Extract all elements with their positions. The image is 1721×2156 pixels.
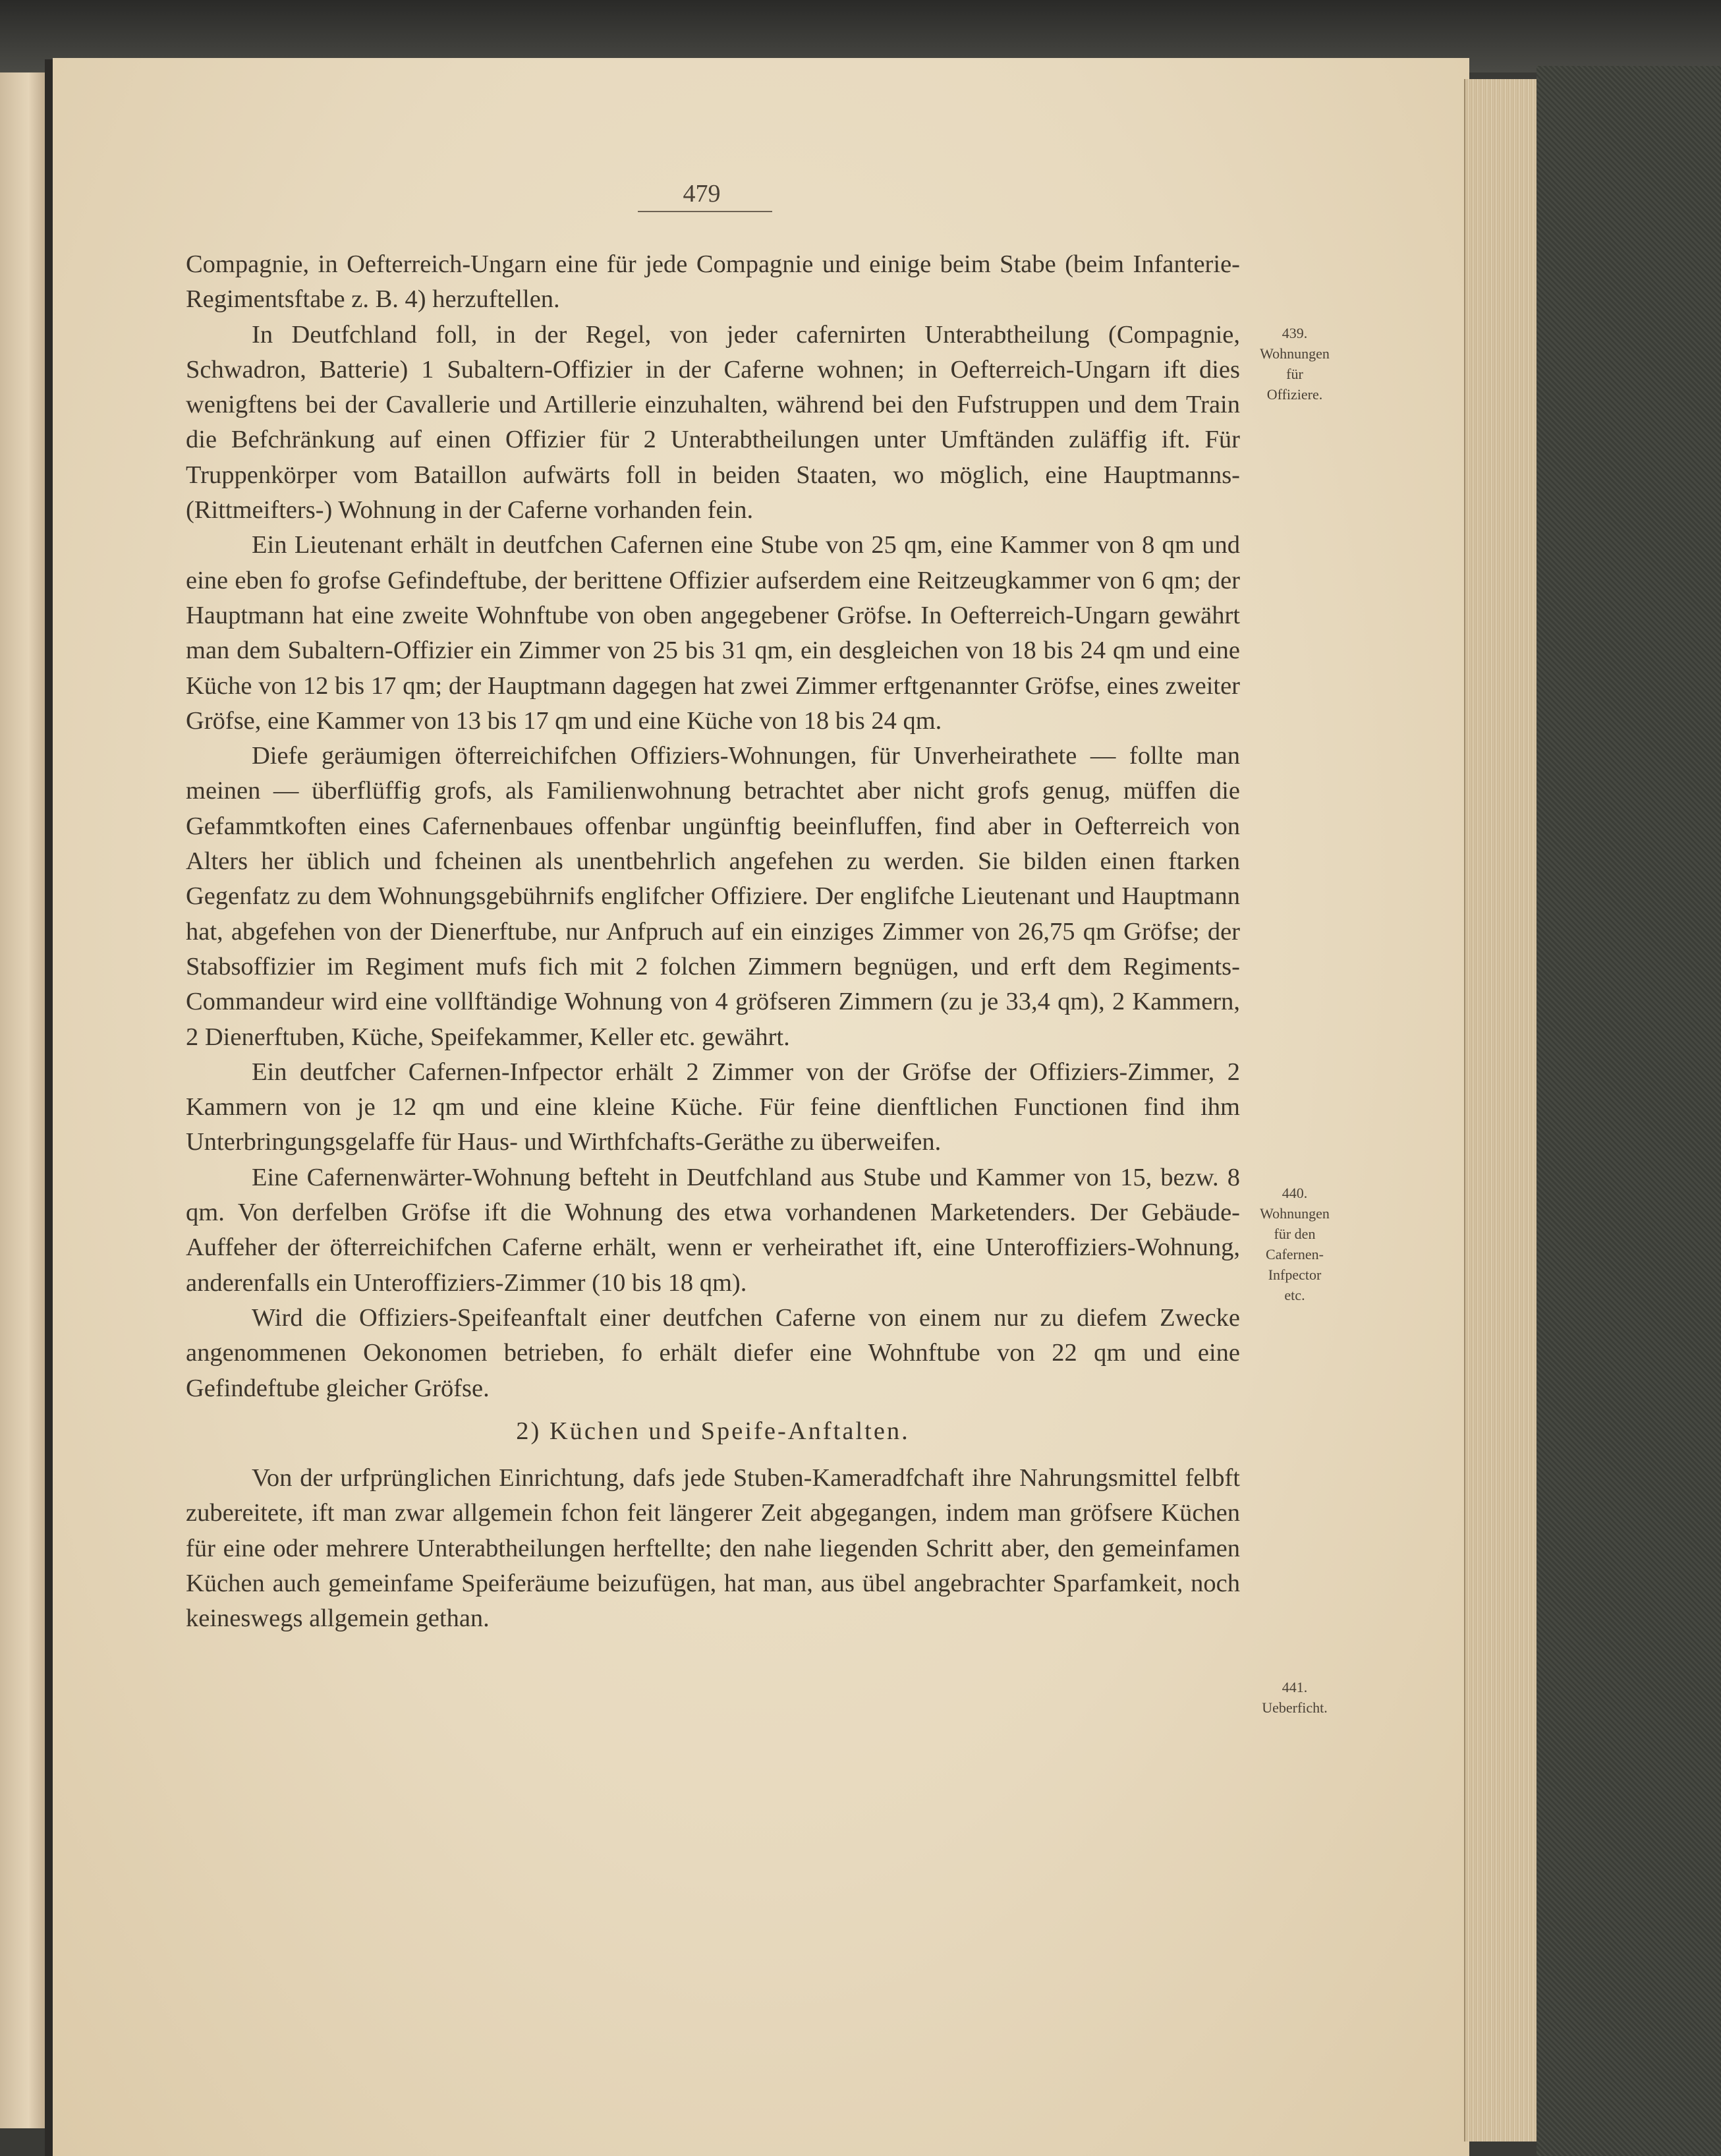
margin-note-line: Wohnungen (1260, 345, 1330, 362)
body-text (186, 247, 1240, 1637)
page-edges (1464, 79, 1538, 2142)
left-facing-page-edge (0, 72, 47, 2128)
paragraph: In Deutfchland foll, in der Regel, von jeder cafernirten Unterabtheilung (Compagnie, Schwadron, Batterie) 1 Subaltern-Offizier in der Caferne wohnen; in Oefterreich-Ungarn ift dies wenigftens bei der Cavallerie und Artillerie einzuhalten, während bei den Fufstruppen und dem Train die Befchränkung auf einen Offizier für 2 Unterabtheilungen unter Umftänden zuläffig ift. Für Truppenkörper vom Bataillon aufwärts foll in beiden Staaten, wo möglich, eine Hauptmanns- (Rittmeifters-) Wohnung in der Caferne vorhanden fein. (186, 320, 1240, 525)
paragraph: Compagnie, in Oefterreich-Ungarn eine für jede Compagnie und einige beim Stabe (beim Infanterie-Regimentsftabe z. B. 4) herzuftellen. (186, 250, 1240, 314)
margin-note-439 (1239, 323, 1351, 405)
margin-note-line: Cafernen- (1266, 1246, 1324, 1262)
margin-note-line: für (1286, 366, 1303, 382)
paragraph: Eine Cafernenwärter-Wohnung befteht in Deutfchland aus Stube und Kammer von 15, bezw. 8 qm. Von derfelben Gröfse ift die Wohnung des etwa vorhandenen Marketenders. Der Gebäude-Auffeher der öfterreichifchen Caferne erhält, wenn er verheirathet ift, eine Unteroffiziers-Wohnung, anderenfalls ein Unteroffiziers-Zimmer (10 bis 18 qm). (186, 1163, 1240, 1297)
paragraph: Von der urfprünglichen Einrichtung, dafs jede Stuben-Kameradfchaft ihre Nahrungsmittel felbft zubereitete, ift man zwar allgemein fchon feit längerer Zeit abgegangen, indem man gröfsere Küchen für eine oder mehrere Unterabtheilungen herftellte; den nahe liegenden Schritt aber, den gemeinfamen Küchen auch gemeinfame Speiferäume beizufügen, hat man, aus übel angebrachter Sparfamkeit, noch keineswegs allgemein gethan. (186, 1464, 1240, 1633)
margin-note-line: Infpector (1268, 1266, 1322, 1283)
page-number: 479 (683, 180, 721, 208)
book-cover-right (1537, 66, 1721, 2156)
margin-note-line: Offiziere. (1266, 386, 1323, 403)
paragraph: Wird die Offiziers-Speifeanftalt einer deutfchen Caferne von einem nur zu diefem Zwecke angenommenen Oekonomen betrieben, fo erhält diefer eine Wohnftube von 22 qm und eine Gefindeftube gleicher Gröfse. (186, 1303, 1240, 1402)
margin-note-441 (1239, 1677, 1351, 1718)
margin-note-line: für den (1274, 1226, 1316, 1242)
margin-note-line: Wohnungen (1260, 1205, 1330, 1222)
margin-note-number: 440. (1282, 1185, 1308, 1201)
margin-note-number: 441. (1282, 1679, 1308, 1695)
section-heading: 2) Küchen und Speife-Anftalten. (516, 1417, 910, 1445)
margin-note-line: Ueberficht. (1262, 1699, 1328, 1716)
book-gutter (45, 59, 53, 2156)
margin-note-line: etc. (1284, 1287, 1305, 1303)
margin-note-440 (1239, 1183, 1351, 1305)
margin-note-number: 439. (1282, 325, 1308, 341)
paragraph: Diefe geräumigen öfterreichifchen Offiziers-Wohnungen, für Unverheirathete — follte man meinen — überflüffig grofs, als Familienwohnung betrachtet aber nicht grofs genug, müffen die Gefammtkoften eines Cafernenbaues offenbar ungünftig beeinfluffen, find aber in Oefterreich von Alters her üblich und fcheinen als unentbehrlich angefehen zu werden. Sie bilden einen ftarken Gegenfatz zu dem Wohnungsgebührnifs englifcher Offiziere. Der englifche Lieutenant und Hauptmann hat, abgefehen von der Dienerftube, nur Anfpruch auf ein einziges Zimmer von 26,75 qm Gröfse; der Stabsoffizier im Regiment mufs fich mit 2 folchen Zimmern begnügen, und erft dem Regiments-Commandeur wird eine vollftändige Wohnung von 4 gröfseren Zimmern (zu je 33,4 qm), 2 Kammern, 2 Dienerftuben, Küche, Speifekammer, Keller etc. gewährt. (186, 742, 1240, 1051)
paragraph: Ein deutfcher Cafernen-Infpector erhält 2 Zimmer von der Gröfse der Offiziers-Zimmer, 2 Kammern von je 12 qm und eine kleine Küche. Für feine dienftlichen Functionen find ihm Unterbringungsgelaffe für Haus- und Wirthfchafts-Geräthe zu überweifen. (186, 1058, 1240, 1156)
page-number-rule (638, 211, 772, 212)
paragraph: Ein Lieutenant erhält in deutfchen Cafernen eine Stube von 25 qm, eine Kammer von 8 qm und eine eben fo grofse Gefindeftube, der berittene Offizier aufserdem eine Reitzeugkammer von 6 qm; der Hauptmann hat eine zweite Wohnftube von oben angegebener Gröfse. In Oefterreich-Ungarn gewährt man dem Subaltern-Offizier ein Zimmer von 25 bis 31 qm, ein desgleichen von 18 bis 24 qm und eine Küche von 12 bis 17 qm; der Hauptmann dagegen hat zwei Zimmer erftgenannter Gröfse, eines zweiter Gröfse, eine Kammer von 13 bis 17 qm und eine Küche von 18 bis 24 qm. (186, 531, 1240, 735)
